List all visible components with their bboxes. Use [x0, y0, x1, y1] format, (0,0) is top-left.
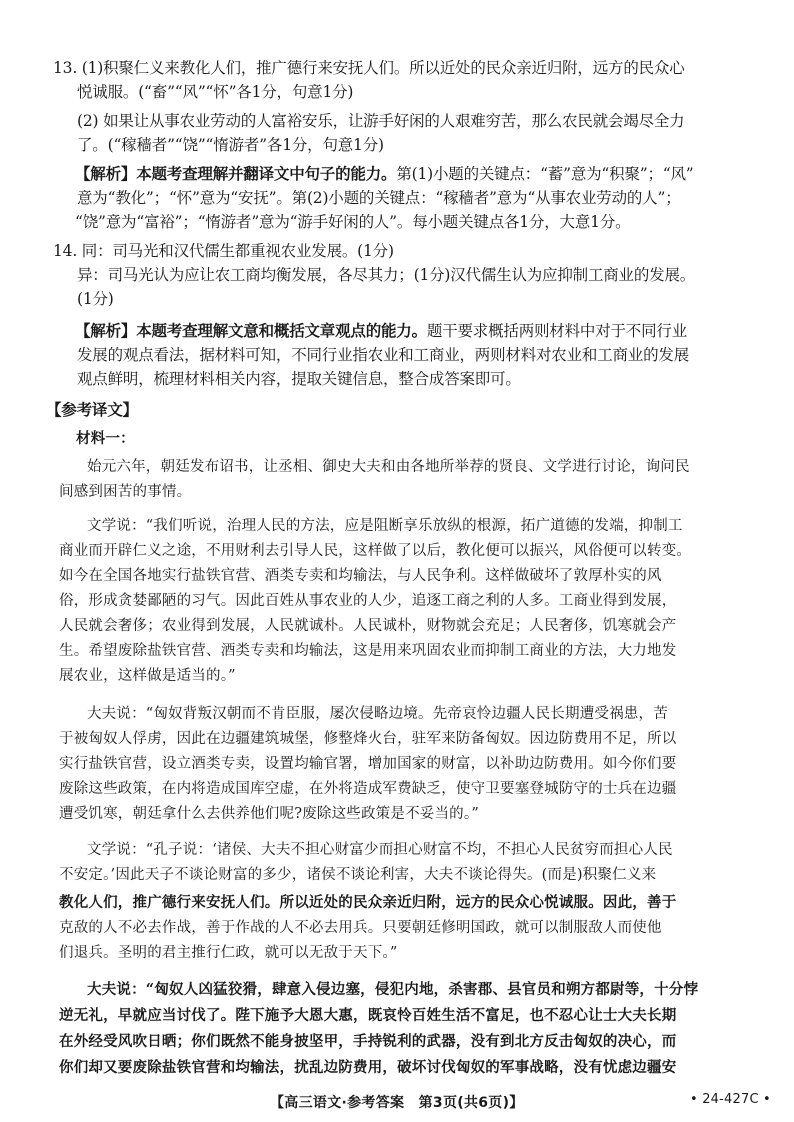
q14-explanation-line-1 [75, 323, 687, 339]
material-one-title: 材料一： [76, 430, 135, 447]
translation-heading: 【参考译文】 [46, 400, 138, 419]
q13-line-1: 13. (1)积聚仁义来教化人们，推广德行来安抚人们。所以近处的民众亲近归附，远方的民众心 [53, 59, 685, 77]
q14-analysis-tag: 【解析】本题考查理解文意和概括文章观点的能力。 [75, 321, 427, 340]
translation-p5-line-4: 你们却又要废除盐铁官营和均输法，扰乱边防费用，破坏讨伐匈奴的军事战略，没有忧虑边疆安 [59, 1059, 677, 1076]
translation-p2-line-4: 俗，形成贪婪鄙陋的习气。因此百姓从事农业的人少，追逐工商之利的人多。工商业得到发展， [59, 593, 677, 609]
translation-p4-line-1: 文学说：“孔子说：‘诸侯、大夫不担心财富少而担心财富不均，不担心人民贫穷而担心人民 [87, 842, 673, 858]
q13-line-3: (2) 如果让从事农业劳动的人富裕安乐，让游手好闲的人艰难穷苦，那么农民就会竭尽全力 [77, 112, 685, 130]
translation-p5-line-3: 在外经受风吹日晒；你们既然不能身披坚甲，手持锐利的武器，没有到北方反击匈奴的决心，而 [59, 1033, 677, 1050]
q13-line-4: 了。(“稼穑者”“饶”“惰游者”各1分，句意1分) [77, 136, 384, 154]
q14-analysis-text: 题干要求概括两则材料中对于不同行业 [426, 322, 688, 340]
page-footer [0, 1092, 794, 1114]
translation-p2-line-5: 人民就会奢侈；农业得到发展，人民就诚朴。人民诚朴，财物就会充足；人民奢侈，饥寒就会产 [59, 618, 677, 634]
translation-p3-line-2: 于被匈奴人俘虏，因此在边疆建筑城堡，修整烽火台，驻军来防备匈奴。因边防费用不足，所以 [59, 731, 677, 747]
translation-p3-line-1: 大夫说：“匈奴背叛汉朝而不肯臣服，屡次侵略边境。先帝哀怜边疆人民长期遭受祸患，苦 [87, 706, 668, 722]
translation-p3-line-5: 遭受饥寒，朝廷拿什么去供养他们呢?废除这些政策是不妥当的。” [59, 806, 479, 822]
q13-analysis-text: 第(1)小题的关键点：“蓄”意为“积聚”；“风” [396, 165, 694, 183]
translation-p4-line-4: 克敌的人不必去作战，善于作战的人不必去用兵。只要朝廷修明国政，就可以制服敌人而使他 [59, 920, 662, 936]
q13-line-2: 悦诚服。(“畜”“风”“怀”各1分，句意1分) [77, 83, 354, 101]
translation-p1-line-2: 间感到困苦的事情。 [59, 484, 192, 500]
q14-explanation-line-3: 观点鲜明，梳理材料相关内容，提取关键信息，整合成答案即可。 [77, 370, 521, 388]
translation-p2-line-2: 商业而开辟仁义之途，不用财利去引导人民，这样做了以后，教化便可以振兴，风俗便可以转变。 [59, 543, 692, 559]
q13-explanation-line-2: 意为“教化”；“怀”意为“安抚”。第(2)小题的关键点：“稼穑者”意为“从事农业劳动的人”； [77, 189, 681, 207]
q14-line-1: 14. 同：司马光和汉代儒生都重视农业发展。(1分) [53, 242, 394, 260]
translation-p4-line-2: 不安定。’因此天子不谈论财富的多少，诸侯不谈论利害，大夫不谈论得失。(而是)积聚仁义来 [59, 867, 657, 883]
translation-p2-line-1: 文学说：“我们听说，治理人民的方法，应是阻断享乐放纵的根源，拓广道德的发端，抑制工 [87, 518, 683, 534]
translation-p2-line-3: 如今在全国各地实行盐铁官营、酒类专卖和均输法，与人民争利。这样做破坏了敦厚朴实的风 [59, 568, 662, 584]
footer-title: 【高三语文·参考答案 第3页(共6页)】 [270, 1095, 524, 1111]
translation-p4-line-5: 们退兵。圣明的君主推行仁政，就可以无敌于天下。” [59, 945, 398, 961]
translation-p3-line-4: 废除这些政策，在内将造成国库空虚，在外将造成军费缺乏，使守卫要塞登城防守的士兵在边疆 [59, 781, 677, 797]
translation-p2-line-7: 展农业，这样做是适当的。” [59, 668, 236, 684]
q14-line-2: 异：司马光认为应让农工商均衡发展，各尽其力；(1分)汉代儒生认为应抑制工商业的发展。 [77, 266, 696, 284]
translation-p2-line-6: 生。希望废除盐铁官营、酒类专卖和均输法，这是用来巩固农业而抑制工商业的方法，大力地发 [59, 643, 677, 659]
q14-line-3: (1分) [77, 290, 114, 308]
q14-explanation-line-2: 发展的观点看法，据材料可知，不同行业指农业和工商业，两则材料对农业和工商业的发展 [77, 346, 690, 364]
translation-p1-line-1: 始元六年，朝廷发布诏书，让丞相、御史大夫和由各地所举荐的贤良、文学进行讨论，询问民 [87, 459, 690, 475]
footer-code: • 24-427C • [690, 1092, 771, 1107]
translation-p3-line-3: 实行盐铁官营，设立酒类专卖，设置均输官署，增加国家的财富，以补助边防费用。如今你们要 [59, 756, 677, 772]
translation-p4-line-3: 教化人们，推广德行来安抚人们。所以近处的民众亲近归附，远方的民众心悦诚服。因此，善于 [59, 894, 677, 911]
q13-analysis-tag: 【解析】本题考查理解并翻译文中句子的能力。 [75, 164, 397, 183]
translation-p5-line-2: 逆无礼，早就应当讨伐了。陛下施予大恩大惠，既哀怜百姓生活不富足，也不忍心让士大夫长期 [59, 1007, 677, 1024]
q13-explanation-line-1 [75, 166, 694, 182]
q13-explanation-line-3: “饶”意为“富裕”；“惰游者”意为“游手好闲的人”。每小题关键点各1分，大意1分。 [75, 213, 631, 231]
translation-p5-line-1: 大夫说：“匈奴人凶猛狡猾，肆意入侵边塞，侵犯内地，杀害郡、县官员和朔方都尉等，十分悖 [87, 981, 699, 998]
